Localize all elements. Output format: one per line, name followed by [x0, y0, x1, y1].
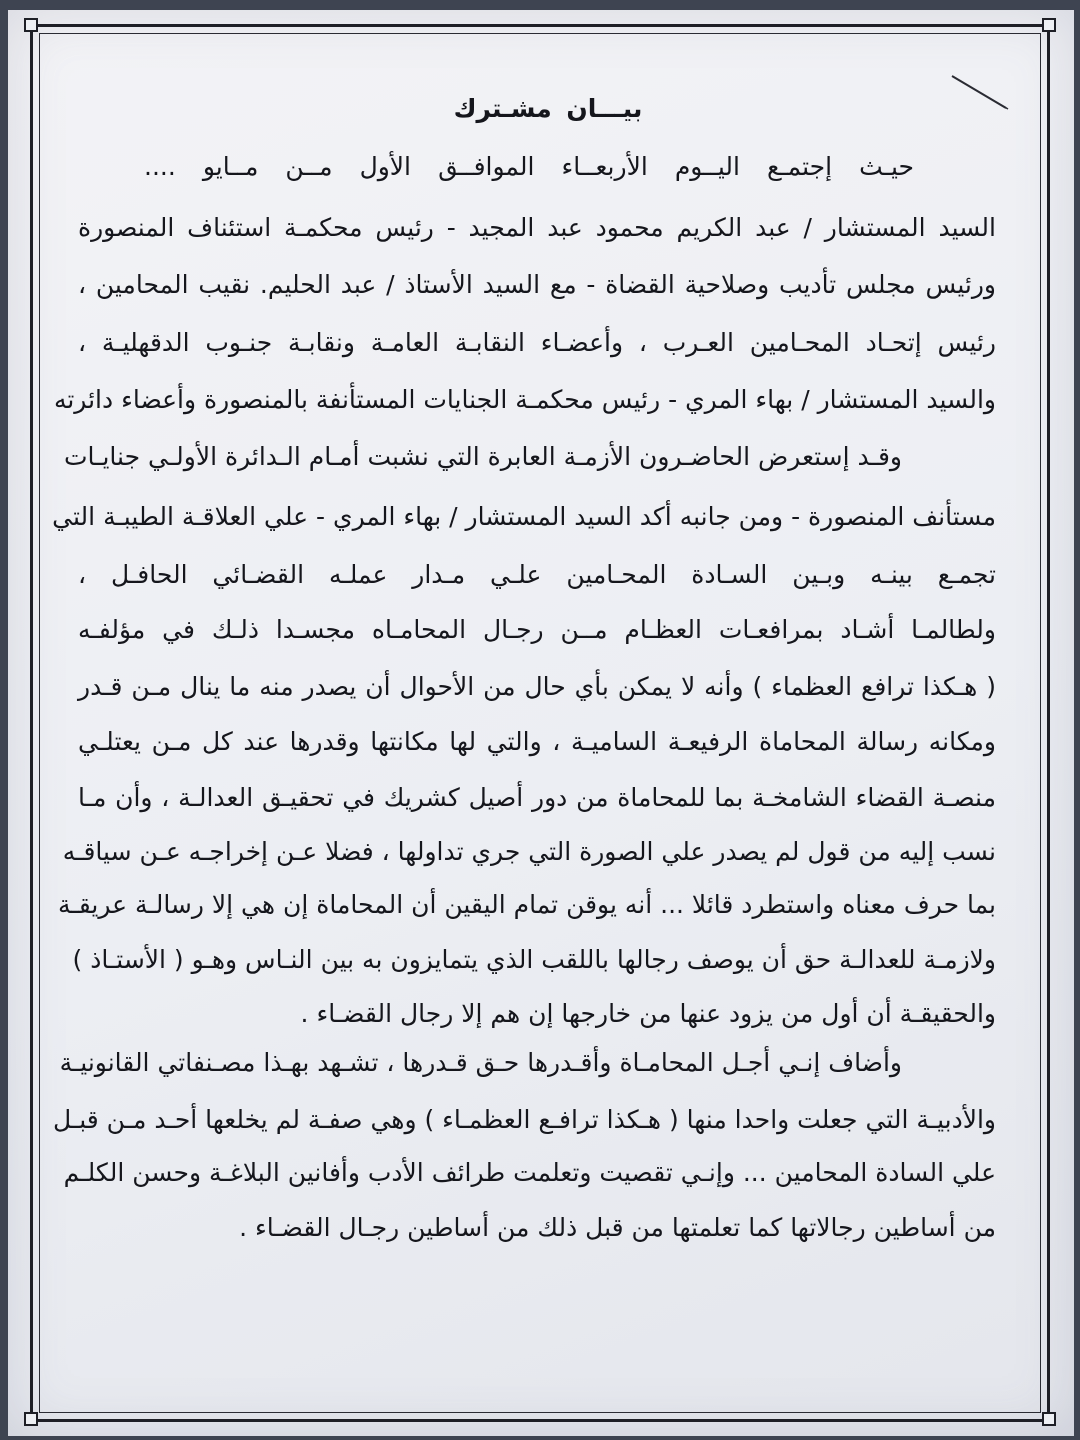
corner-ornament: [24, 1412, 38, 1426]
text-line: نسب إليه من قول لم يصدر علي الصورة التي جري تداولها ، فضلا عـن إخراجـه عـن سياقـه: [62, 837, 996, 866]
pen-mark: [948, 72, 1018, 112]
document-page: [8, 10, 1074, 1436]
corner-ornament: [1042, 1412, 1056, 1426]
document-title: بيـــان مشـترك: [453, 94, 643, 123]
text-line: ورئيس مجلس تأديب وصلاحية القضاة - مع السيد الأستاذ / عبد الحليم. نقيب المحامين ،: [78, 270, 996, 299]
text-line: حيـث إجتمـع اليــوم الأربعــاء الموافــق الأول مــن مــايو ....: [144, 152, 914, 181]
text-line: مستأنف المنصورة - ومن جانبه أكد السيد المستشار / بهاء المري - علي العلاقـة الطيبـة التي: [52, 502, 996, 531]
text-line: ولازمـة للعدالـة حق أن يوصف رجالها باللقب الذي يتمايزون به بين النـاس وهـو ( الأستـاذ ): [72, 945, 996, 974]
text-line: وأضاف إنـي أجـل المحامـاة وأقـدرها حـق قـدرها ، تشـهد بهـذا مصـنفاتي القانونيـة: [59, 1048, 902, 1077]
text-line: ( هـكذا ترافع العظماء ) وأنه لا يمكن بأي حال من الأحوال أن يصدر منه ما ينال مـن قـدر: [78, 672, 996, 701]
corner-ornament: [24, 18, 38, 32]
text-line: وقـد إستعرض الحاضـرون الأزمـة العابرة التي نشبت أمـام الـدائرة الأولـي جنايـات: [63, 442, 902, 471]
text-line: منصـة القضاء الشامخـة بما للمحاماة من دور أصيل كشريك في تحقيـق العدالـة ، وأن مـا: [78, 783, 996, 812]
corner-ornament: [1042, 18, 1056, 32]
text-line: والأدبيـة التي جعلت واحدا منها ( هـكذا ترافـع العظمـاء ) وهي صفـة لم يخلعها أحـد مـن قبـل: [52, 1105, 996, 1134]
text-line: ولطالمـا أشـاد بمرافعـات العظـام مــن رجـال المحامـاه مجسـدا ذلـك في مؤلفـه: [78, 615, 996, 644]
text-line: رئيس إتحـاد المحـامين العـرب ، وأعضـاء النقابـة العامـة ونقابـة جنـوب الدقهليـة ،: [78, 328, 996, 357]
text-line: علي السادة المحامين ... وإنـي تقصيت وتعلمت طرائف الأدب وأفانين البلاغـة وحسن الكلـم: [63, 1158, 996, 1187]
text-line: السيد المستشار / عبد الكريم محمود عبد المجيد - رئيس محكمـة استئناف المنصورة: [78, 213, 996, 242]
text-line: والسيد المستشار / بهاء المري - رئيس محكمـة الجنايات المستأنفة بالمنصورة وأعضاء دائرته: [53, 385, 996, 414]
text-line: ومكانه رسالة المحاماة الرفيعـة الساميـة ، والتي لها مكانتها وقدرها عند كل مـن يعتلـي: [78, 727, 996, 756]
text-line: تجمـع بينـه وبـين السـادة المحـامين علـي مـدار عملـه القضـائي الحافـل ،: [78, 560, 996, 589]
text-line: والحقيقـة أن أول من يزود عنها من خارجها إن هم إلا رجال القضـاء .: [300, 999, 996, 1028]
text-line: بما حرف معناه واستطرد قائلا ... أنه يوقن تمام اليقين أن المحاماة إن هي إلا رسالـة عريقـة: [57, 890, 996, 919]
text-line: من أساطين رجالاتها كما تعلمتها من قبل ذلك من أساطين رجـال القضـاء .: [239, 1213, 996, 1242]
